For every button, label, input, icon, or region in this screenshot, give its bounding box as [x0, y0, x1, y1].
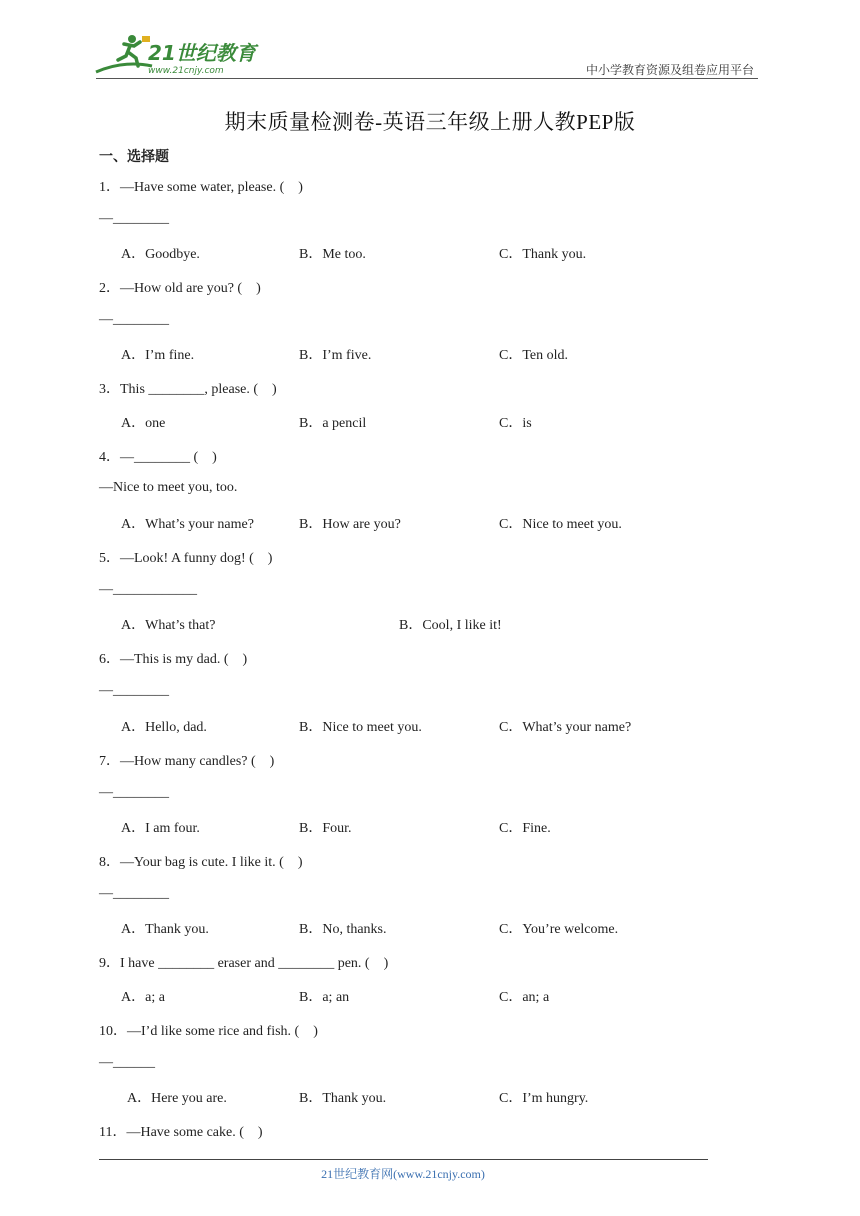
question-2-option-b[interactable]: B．I’m five. [299, 348, 372, 363]
question-1-stem: 1．—Have some water, please. ( ) [99, 180, 303, 195]
question-8-option-a[interactable]: A．Thank you. [121, 922, 209, 937]
question-2-option-a[interactable]: A．I’m fine. [121, 348, 195, 363]
header-divider [96, 78, 758, 79]
question-4-option-c[interactable]: C．Nice to meet you. [499, 517, 622, 532]
question-8-option-b[interactable]: B．No, thanks. [299, 922, 387, 937]
question-1-reply: —________ [99, 211, 169, 226]
footer-link[interactable]: 21世纪教育网(www.21cnjy.com) [321, 1167, 485, 1181]
question-6-stem: 6．—This is my dad. ( ) [99, 652, 248, 667]
question-10-reply: —______ [99, 1055, 155, 1070]
question-6-option-c[interactable]: C．What’s your name? [499, 720, 632, 735]
question-4-stem: 4．—________ ( ) [99, 450, 217, 465]
question-1-option-b[interactable]: B．Me too. [299, 247, 366, 262]
question-9-option-b[interactable]: B．a; an [299, 990, 350, 1005]
question-7-option-c[interactable]: C．Fine. [499, 821, 551, 836]
question-11-stem: 11．—Have some cake. ( ) [99, 1125, 263, 1140]
question-5-option-b[interactable]: B．Cool, I like it! [399, 618, 502, 633]
footer-divider [99, 1159, 708, 1160]
section-heading: 一、选择题 [99, 149, 169, 165]
question-9-option-c[interactable]: C．an; a [499, 990, 550, 1005]
runner-logo-icon [94, 30, 264, 78]
question-3-option-a[interactable]: A．one [121, 416, 166, 431]
page-title: 期末质量检测卷-英语三年级上册人教PEP版 [224, 110, 636, 134]
question-6-option-b[interactable]: B．Nice to meet you. [299, 720, 422, 735]
question-8-reply: —________ [99, 886, 169, 901]
logo-text: 21世纪教育 [148, 41, 256, 65]
question-1-option-c[interactable]: C．Thank you. [499, 247, 587, 262]
question-7-stem: 7．—How many candles? ( ) [99, 754, 275, 769]
question-5-option-a[interactable]: A．What’s that? [121, 618, 216, 633]
question-4-reply: —Nice to meet you, too. [99, 480, 238, 495]
question-4-option-b[interactable]: B．How are you? [299, 517, 401, 532]
question-3-stem: 3．This ________, please. ( ) [99, 382, 277, 397]
question-8-option-c[interactable]: C．You’re welcome. [499, 922, 619, 937]
question-5-stem: 5．—Look! A funny dog! ( ) [99, 551, 273, 566]
logo-url: www.21cnjy.com [148, 66, 224, 76]
question-7-option-b[interactable]: B．Four. [299, 821, 352, 836]
question-7-reply: —________ [99, 785, 169, 800]
question-10-option-b[interactable]: B．Thank you. [299, 1091, 387, 1106]
question-10-option-a[interactable]: A．Here you are. [127, 1091, 227, 1106]
question-4-option-a[interactable]: A．What’s your name? [121, 517, 254, 532]
question-6-reply: —________ [99, 683, 169, 698]
question-8-stem: 8．—Your bag is cute. I like it. ( ) [99, 855, 303, 870]
question-1-option-a[interactable]: A．Goodbye. [121, 247, 200, 262]
question-2-reply: —________ [99, 312, 169, 327]
platform-tagline: 中小学教育资源及组卷应用平台 [585, 63, 754, 77]
question-9-option-a[interactable]: A．a; a [121, 990, 165, 1005]
question-7-option-a[interactable]: A．I am four. [121, 821, 200, 836]
question-9-stem: 9．I have ________ eraser and ________ pen. ( ) [99, 956, 389, 971]
question-10-option-c[interactable]: C．I’m hungry. [499, 1091, 589, 1106]
question-5-reply: —____________ [99, 582, 197, 597]
question-2-stem: 2．—How old are you? ( ) [99, 281, 261, 296]
site-logo [94, 30, 264, 78]
question-6-option-a[interactable]: A．Hello, dad. [121, 720, 207, 735]
question-3-option-c[interactable]: C．is [499, 416, 532, 431]
question-2-option-c[interactable]: C．Ten old. [499, 348, 569, 363]
question-3-option-b[interactable]: B．a pencil [299, 416, 367, 431]
question-10-stem: 10．—I’d like some rice and fish. ( ) [99, 1024, 318, 1039]
